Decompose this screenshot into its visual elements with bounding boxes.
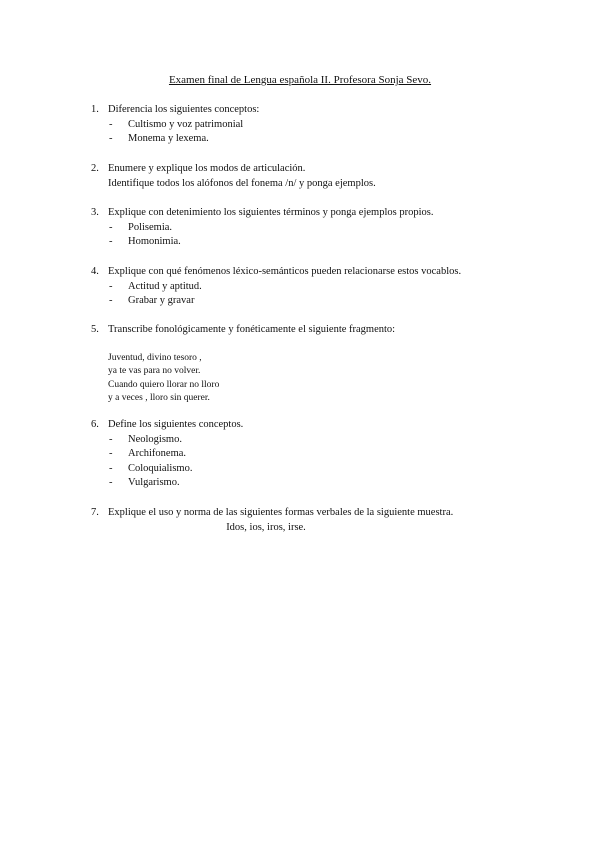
question-1: [91, 103, 531, 147]
question-6: [91, 418, 531, 491]
question-number: 1.: [91, 104, 99, 115]
question-text-2: Idos, ios, iros, irse.: [226, 521, 306, 533]
dash-bullet: -: [109, 118, 113, 130]
question-number: 7.: [91, 507, 99, 518]
dash-bullet: -: [109, 221, 113, 233]
question-text: Explique con qué fenómenos léxico-semánticos pueden relacionarse estos vocablos.: [108, 266, 462, 277]
question-3: [91, 206, 531, 250]
list-item: [91, 132, 531, 147]
verse-line: ya te vas para no volver.: [108, 366, 201, 376]
dash-bullet: -: [109, 433, 113, 445]
dash-bullet: -: [109, 462, 113, 474]
list-item-text: Neologismo.: [128, 433, 182, 445]
list-item: [91, 462, 531, 477]
question-text: Explique con detenimiento los siguientes términos y ponga ejemplos propios.: [108, 207, 434, 218]
dash-bullet: -: [109, 133, 113, 144]
list-item: [91, 294, 531, 309]
list-item: [91, 235, 531, 250]
question-number: 5.: [91, 324, 99, 335]
list-item-text: Homonimia.: [128, 236, 181, 247]
list-item: [91, 433, 531, 448]
list-item-text: Actitud y aptitud.: [128, 280, 202, 292]
question-number: 2.: [91, 163, 99, 174]
question-5: [91, 323, 531, 406]
dash-bullet: -: [109, 295, 113, 306]
verse-line: y a veces , lloro sin querer.: [108, 393, 210, 403]
dash-bullet: -: [109, 236, 113, 247]
list-item: [91, 447, 531, 462]
list-item-text: Coloquialismo.: [128, 462, 193, 474]
question-text: Diferencia los siguientes conceptos:: [108, 104, 260, 115]
dash-bullet: -: [109, 477, 113, 488]
list-item-text: Polisemia.: [128, 221, 173, 233]
question-text: Transcribe fonológicamente y fonéticamente el siguiente fragmento:: [108, 324, 396, 335]
list-item: [91, 221, 531, 236]
list-item: [91, 118, 531, 133]
question-text: Enumere y explique los modos de articulación.: [108, 163, 306, 174]
dash-bullet: -: [109, 448, 113, 459]
question-7: [91, 506, 531, 535]
exam-title: Examen final de Lengua española II. Profesora Sonja Sevo.: [168, 74, 432, 86]
list-item-text: Grabar y gravar: [128, 295, 195, 306]
list-item: [91, 280, 531, 295]
dash-bullet: -: [109, 280, 113, 292]
question-number: 4.: [91, 266, 99, 277]
question-text: Explique el uso y norma de las siguientes formas verbales de la siguiente muestra.: [108, 507, 454, 518]
question-4: [91, 265, 531, 309]
list-item-text: Archifonema.: [128, 448, 187, 459]
list-item-text: Cultismo y voz patrimonial: [128, 118, 244, 130]
verse-line: Cuando quiero llorar no lloro: [108, 379, 220, 390]
question-text-2: Identifique todos los alófonos del fonema /n/ y ponga ejemplos.: [108, 177, 376, 189]
question-number: 3.: [91, 207, 99, 218]
question-number: 6.: [91, 419, 99, 430]
list-item-text: Vulgarismo.: [128, 477, 180, 488]
list-item-text: Monema y lexema.: [128, 133, 209, 144]
question-2: [91, 162, 531, 191]
verse-line: Juventud, divino tesoro ,: [108, 352, 202, 363]
question-text: Define los siguientes conceptos.: [108, 419, 244, 430]
list-item: [91, 476, 531, 491]
